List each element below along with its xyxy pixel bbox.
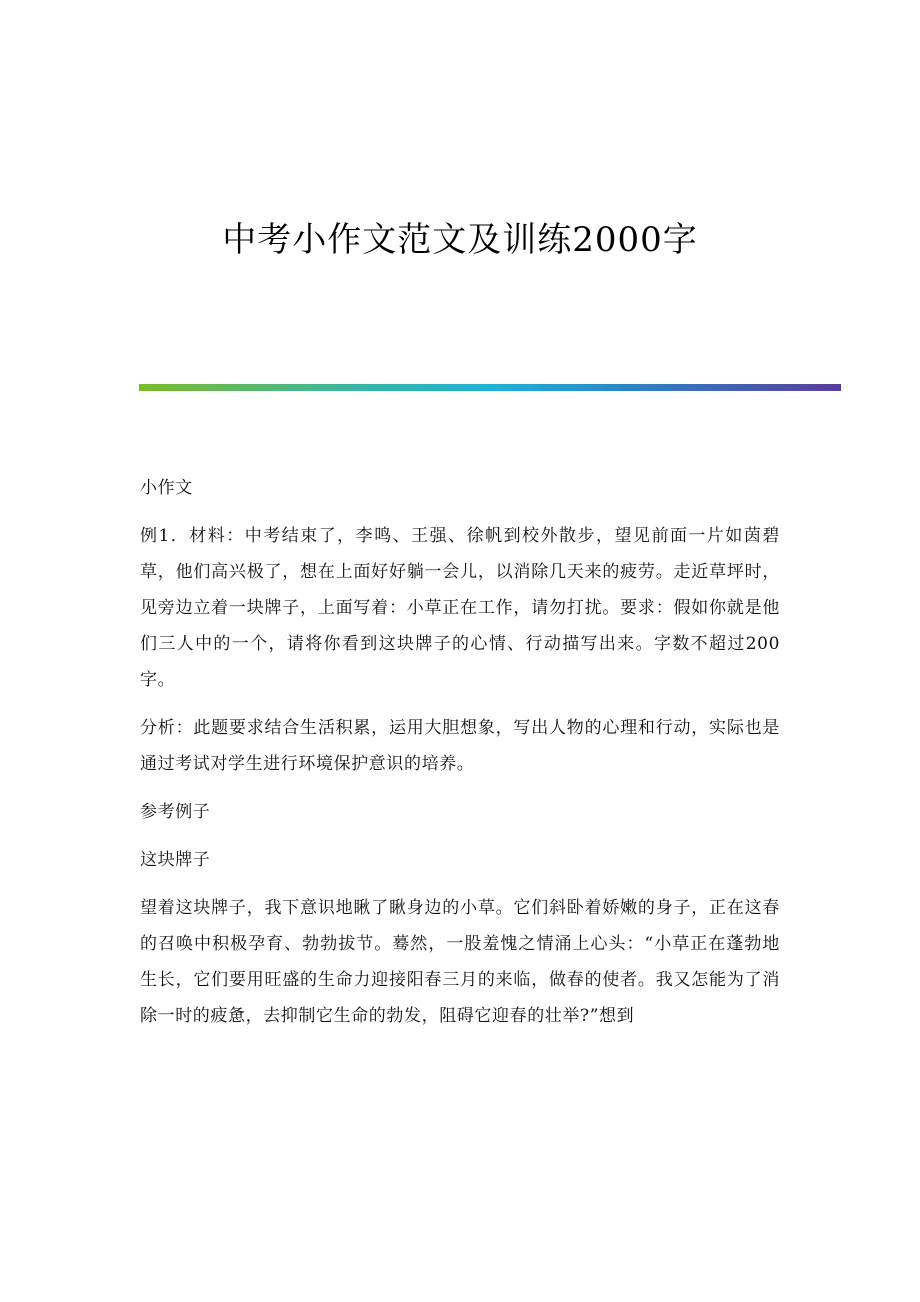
title-divider bbox=[139, 384, 841, 391]
essay-title: 这块牌子 bbox=[140, 850, 211, 870]
page-title: 中考小作文范文及训练2000字 bbox=[222, 220, 698, 260]
section-heading: 小作文 bbox=[140, 478, 193, 498]
analysis-paragraph: 分析：此题要求结合生活积累，运用大胆想象，写出人物的心理和行动，实际也是通过考试对学生进行环境保护意识的培养。 bbox=[140, 718, 780, 774]
example-prompt-paragraph: 例1．材料：中考结束了，李鸣、王强、徐帆到校外散步，望见前面一片如茵碧草，他们高兴极了，想在上面好好躺一会儿，以消除几天来的疲劳。走近草坪时，见旁边立着一块牌子，上面写着：小草正在工作，请勿打扰。要求：假如你就是他们三人中的一个，请将你看到这块牌子的心情、行动描写出来。字数不超过200字。 bbox=[140, 526, 780, 690]
essay-paragraph: 望着这块牌子，我下意识地瞅了瞅身边的小草。它们斜卧着娇嫩的身子，正在这春的召唤中积极孕育、勃勃拔节。蓦然，一股羞愧之情涌上心头：“小草正在蓬勃地生长，它们要用旺盛的生命力迎接阳春三月的来临，做春的使者。我又怎能为了消除一时的疲惫，去抑制它生命的勃发，阻碍它迎春的壮举?”想到 bbox=[140, 898, 780, 1026]
document-body bbox=[140, 470, 780, 1046]
reference-heading: 参考例子 bbox=[140, 802, 211, 822]
